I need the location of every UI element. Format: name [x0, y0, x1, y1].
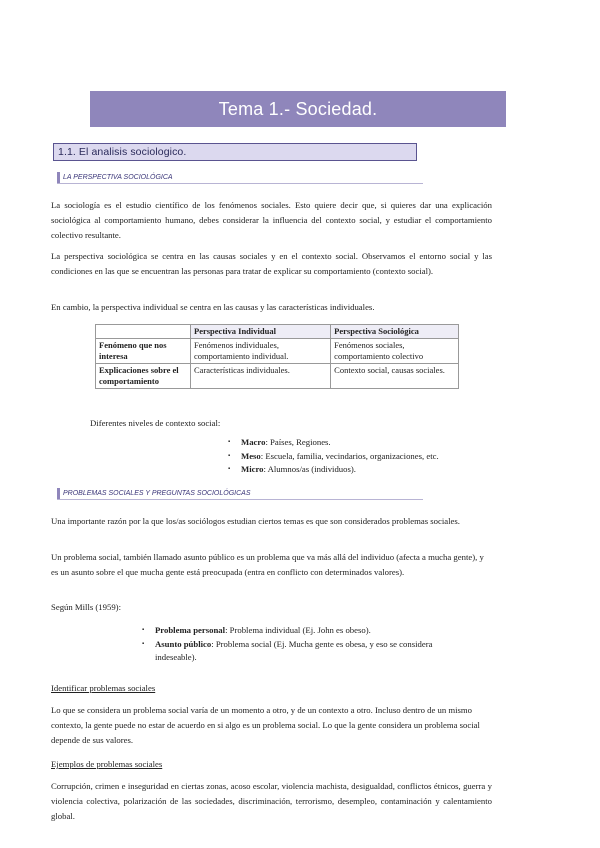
comparison-table	[95, 324, 459, 389]
section-heading: 1.1. El analisis sociologico.	[53, 143, 417, 161]
subheading-text: PROBLEMAS SOCIALES Y PREGUNTAS SOCIOLÓGICAS	[63, 489, 251, 497]
subheading-bar	[57, 488, 60, 499]
subheading-text: LA PERSPECTIVA SOCIOLÓGICA	[63, 173, 173, 181]
table-row-header: Explicaciones sobre el comportamiento	[96, 364, 191, 389]
table-cell: Fenómenos sociales, comportamiento colectivo	[331, 339, 459, 364]
heading-identificar: Identificar problemas sociales	[51, 683, 156, 693]
list-item: ▪ Macro: Países, Regiones.	[228, 436, 518, 450]
table-header-cell: Perspectiva Individual	[191, 325, 331, 339]
table-cell: Fenómenos individuales, comportamiento individual.	[191, 339, 331, 364]
table-cell: Características individuales.	[191, 364, 331, 389]
table-row	[96, 364, 459, 389]
mills-intro: Según Mills (1959):	[51, 602, 121, 612]
paragraph-7: Corrupción, crimen e inseguridad en ciertas zonas, acoso escolar, violencia machista, desigualdad, conflictos étnicos, guerra y violencia colectiva, polarización de las sociedades, discriminación, terrorismo, desempleo, contaminación y calentamiento global.	[51, 781, 492, 821]
subheading-problemas	[57, 487, 423, 500]
subheading-bar	[57, 172, 60, 183]
paragraph-3: En cambio, la perspectiva individual se centra en las causas y las características individuales.	[51, 302, 375, 312]
paragraph-6: Lo que se considera un problema social varía de un momento a otro, y de un contexto a otro. Incluso dentro de un mismo contexto, la gente puede no estar de acuerdo en si algo es un problema social. Lo que la gente considera un problema social depende de sus valores.	[51, 705, 480, 745]
list-item: ▪ Problema personal: Problema individual (Ej. John es obeso).	[142, 624, 442, 638]
table-header-cell: Perspectiva Sociológica	[331, 325, 459, 339]
table-row	[96, 339, 459, 364]
table-row-header: Fenómeno que nos interesa	[96, 339, 191, 364]
page-title: Tema 1.- Sociedad.	[90, 91, 506, 127]
paragraph-2: La perspectiva sociológica se centra en las causas sociales y en el contexto social. Observamos el entorno social y las condiciones en las que se encuentran las personas para tratar de explicar su comportamiento (contexto social).	[51, 251, 492, 276]
list-item: ▪ Micro: Alumnos/as (individuos).	[228, 463, 518, 477]
paragraph-1: La sociología es el estudio científico de los fenómenos sociales. Esto quiere decir que, si quieres dar una explicación sociológica al comportamiento humano, debes considerar la influencia del contexto social, y estudiar el comportamiento colectivo resultante.	[51, 200, 492, 240]
paragraph-4: Una importante razón por la que los/as sociólogos estudian ciertos temas es que son considerados problemas sociales.	[51, 516, 460, 526]
list-item: ▪ Asunto público: Problema social (Ej. Mucha gente es obesa, y eso se considera indeseable).	[142, 638, 442, 665]
table-header-cell	[96, 325, 191, 339]
subheading-perspectiva	[57, 171, 423, 184]
table-header-row	[96, 325, 459, 339]
table-cell: Contexto social, causas sociales.	[331, 364, 459, 389]
paragraph-5: Un problema social, también llamado asunto público es un problema que va más allá del individuo (afecta a mucha gente), y es un asunto sobre el que mucha gente está preocupada (entra en conflicto con determinados valores).	[51, 552, 484, 577]
list-item: ▪ Meso: Escuela, familia, vecindarios, organizaciones, etc.	[228, 450, 518, 464]
levels-intro: Diferentes niveles de contexto social:	[90, 418, 221, 428]
levels-list	[228, 436, 518, 477]
heading-ejemplos: Ejemplos de problemas sociales	[51, 759, 163, 769]
mills-list	[142, 624, 442, 665]
